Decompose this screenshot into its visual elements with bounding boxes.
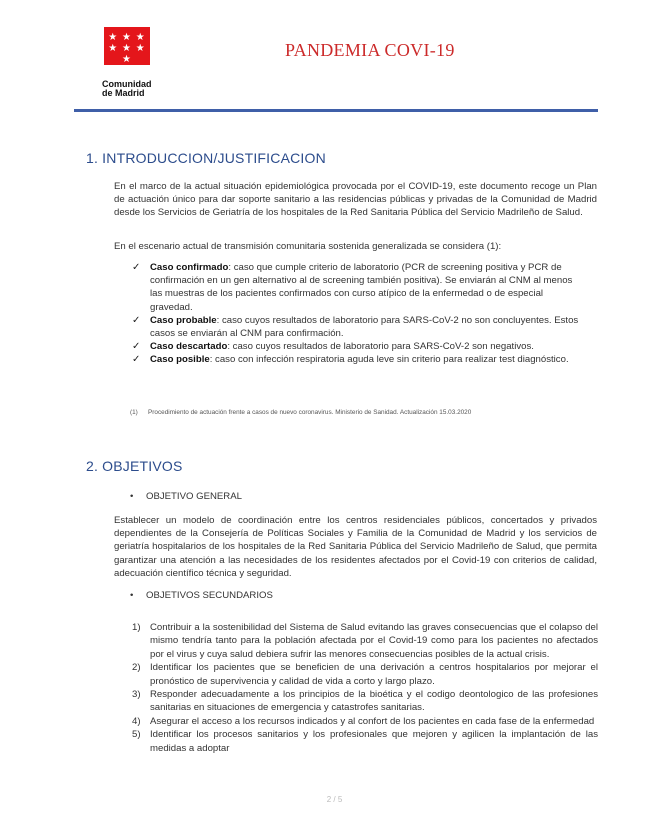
checkmark-icon: ✓ [132, 341, 141, 353]
case-description: : caso que cumple criterio de laboratorio (PCR de screening positiva y PCR de confirmación en un gen alternativo al de screening también positiva). Se enviarán al CNM al menos las muestras de los pacientes confirmados con curso atípico de la enfermedad o de especial gravedad. [150, 262, 573, 313]
objective-general-paragraph: Establecer un modelo de coordinación entre los centros residenciales públicos, concertados y privados dependientes de la Consejería de Políticas Sociales y Familia de la Comunidad de Madrid y los servicios de geriatría hospitalarios de los hospitales de la Red Sanitaria Pública del Servicio Madrileño de Salud, que permita garantizar una atención a las necesidades de los residentes afectados por el Covid-19 con criterios de calidad, adecuación científico técnica y seguridad. [114, 515, 597, 579]
comunidad-madrid-logo [104, 27, 150, 65]
item-number: 2) [132, 662, 141, 674]
list-item [132, 688, 598, 715]
logo-text [102, 80, 152, 98]
list-item [132, 353, 582, 366]
logo-line-2: de Madrid [102, 88, 145, 98]
case-description: : caso cuyos resultados de laboratorio para SARS-CoV-2 son negativos. [227, 341, 534, 353]
secondary-objectives-list [132, 621, 598, 755]
item-number: 5) [132, 729, 141, 741]
checkmark-icon: ✓ [132, 354, 141, 366]
section-1-paragraph-2: En el escenario actual de transmisión comunitaria sostenida generalizada se considera (1): [114, 241, 502, 252]
document-title: PANDEMIA COVI-19 [285, 40, 455, 60]
item-text: Identificar los procesos sanitarios y los profesionales que mejoren y agilicen la implantación de las medidas a adoptar [150, 729, 598, 754]
item-text: Identificar los pacientes que se beneficien de una derivación a centros hospitalarios por mejorar el pronóstico de supervivencia y calidad de vida a corto y largo plazo. [150, 662, 598, 687]
objective-general-text: OBJETIVO GENERAL [146, 491, 242, 502]
list-item [132, 261, 582, 314]
item-number: 3) [132, 689, 141, 701]
section-1-heading: 1. INTRODUCCION/JUSTIFICACION [86, 150, 326, 166]
case-term: Caso probable [150, 314, 217, 326]
item-number: 4) [132, 715, 141, 727]
list-item [132, 314, 582, 340]
page-header [0, 0, 669, 110]
case-term: Caso posible [150, 354, 210, 366]
case-description: : caso cuyos resultados de laboratorio para SARS-CoV-2 no son concluyentes. Estos casos se enviarán al CNM para confirmación. [150, 314, 579, 340]
item-number: 1) [132, 622, 141, 633]
list-item [132, 340, 582, 353]
objective-general-label [130, 491, 242, 502]
list-item [132, 728, 598, 755]
header-divider [74, 109, 598, 112]
footnote-number: (1) [130, 409, 138, 416]
case-term: Caso descartado [150, 341, 228, 353]
item-text: Responder adecuadamente a los principios de la bioética y el codigo deontologico de las profesiones sanitarias en situaciones de emergencia y catastrofes sanitarias. [150, 689, 598, 714]
checkmark-icon: ✓ [132, 262, 141, 273]
bullet-icon: • [130, 590, 134, 601]
item-text: Asegurar el acceso a los recursos indicados y al confort de los pacientes en cada fase de la enfermedad [150, 715, 595, 727]
footnote [130, 409, 471, 416]
list-item [132, 715, 598, 728]
case-term: Caso confirmado [150, 262, 229, 273]
item-text: Contribuir a la sostenibilidad del Sistema de Salud evitando las graves consecuencias que el colapso del mismo tendría tanto para la población afectada por el Covid-19 como para los pacientes no afectados por el virus y cuya salud debiera sufrir las menores consecuencias posibles de la actual crisis. [150, 622, 598, 660]
checkmark-icon: ✓ [132, 314, 141, 326]
case-description: : caso con infección respiratoria aguda leve sin criterio para realizar test diagnóstico. [209, 354, 569, 366]
logo-line-1: Comunidad [102, 79, 152, 89]
section-1-paragraph-1: En el marco de la actual situación epidemiológica provocada por el COVID-19, este documento recoge un Plan de actuación único para dar soporte sanitario a las residencias públicas y privadas de la Comunidad de Madrid desde los Servicios de Geriatría de los hospitales de la Red Sanitaria Pública del Servicio Madrileño de Salud. [114, 181, 597, 219]
footnote-text: Procedimiento de actuación frente a casos de nuevo coronavirus. Ministerio de Sanidad. Actualización 15.03.2020 [148, 409, 472, 416]
case-definitions-list [132, 261, 582, 367]
list-item [132, 621, 598, 661]
bullet-icon: • [130, 491, 134, 502]
section-2-heading: 2. OBJETIVOS [86, 458, 183, 474]
page-number: 2 / 5 [326, 795, 343, 804]
list-item [132, 661, 598, 688]
objectives-secondary-label [130, 590, 273, 601]
objectives-secondary-text: OBJETIVOS SECUNDARIOS [146, 590, 273, 601]
logo-stars-icon: ★ ★ ★ ★ ★ ★ ★ [108, 32, 146, 65]
